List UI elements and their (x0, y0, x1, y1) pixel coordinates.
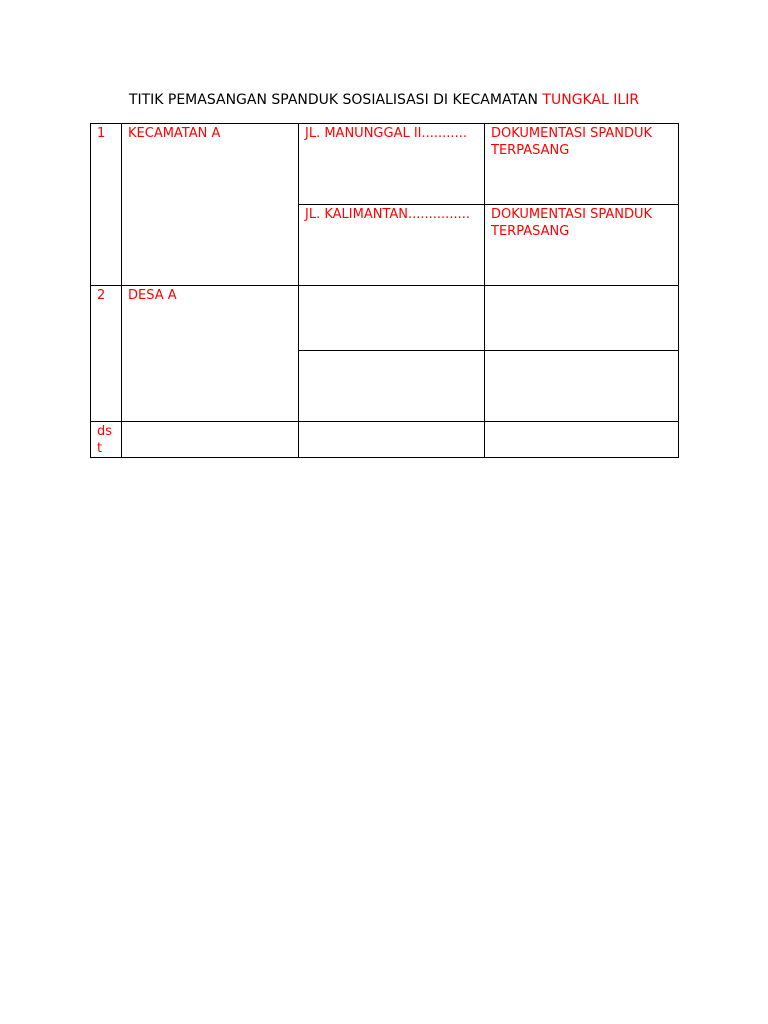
table-row (91, 124, 679, 205)
area-cell (122, 422, 299, 458)
row-number-cell: 2 (91, 286, 122, 422)
placement-table (90, 123, 679, 458)
location-cell (299, 351, 485, 422)
title-main-text: TITIK PEMASANGAN SPANDUK SOSIALISASI DI KECAMATAN (128, 92, 543, 108)
documentation-cell (485, 422, 679, 458)
location-cell: JL. MANUNGGAL II........... (299, 124, 485, 205)
row-number-cell: 1 (91, 124, 122, 286)
documentation-cell: DOKUMENTASI SPANDUK TERPASANG (485, 205, 679, 286)
table-row (91, 422, 679, 458)
document-title (0, 92, 768, 108)
documentation-cell: DOKUMENTASI SPANDUK TERPASANG (485, 124, 679, 205)
area-cell: DESA A (122, 286, 299, 422)
table-row (91, 286, 679, 351)
documentation-cell (485, 286, 679, 351)
location-cell (299, 286, 485, 351)
location-cell: JL. KALIMANTAN............... (299, 205, 485, 286)
location-cell (299, 422, 485, 458)
row-number-cell: dst (91, 422, 122, 458)
area-cell: KECAMATAN A (122, 124, 299, 286)
title-accent-text: TUNGKAL ILIR (542, 92, 640, 108)
documentation-cell (485, 351, 679, 422)
